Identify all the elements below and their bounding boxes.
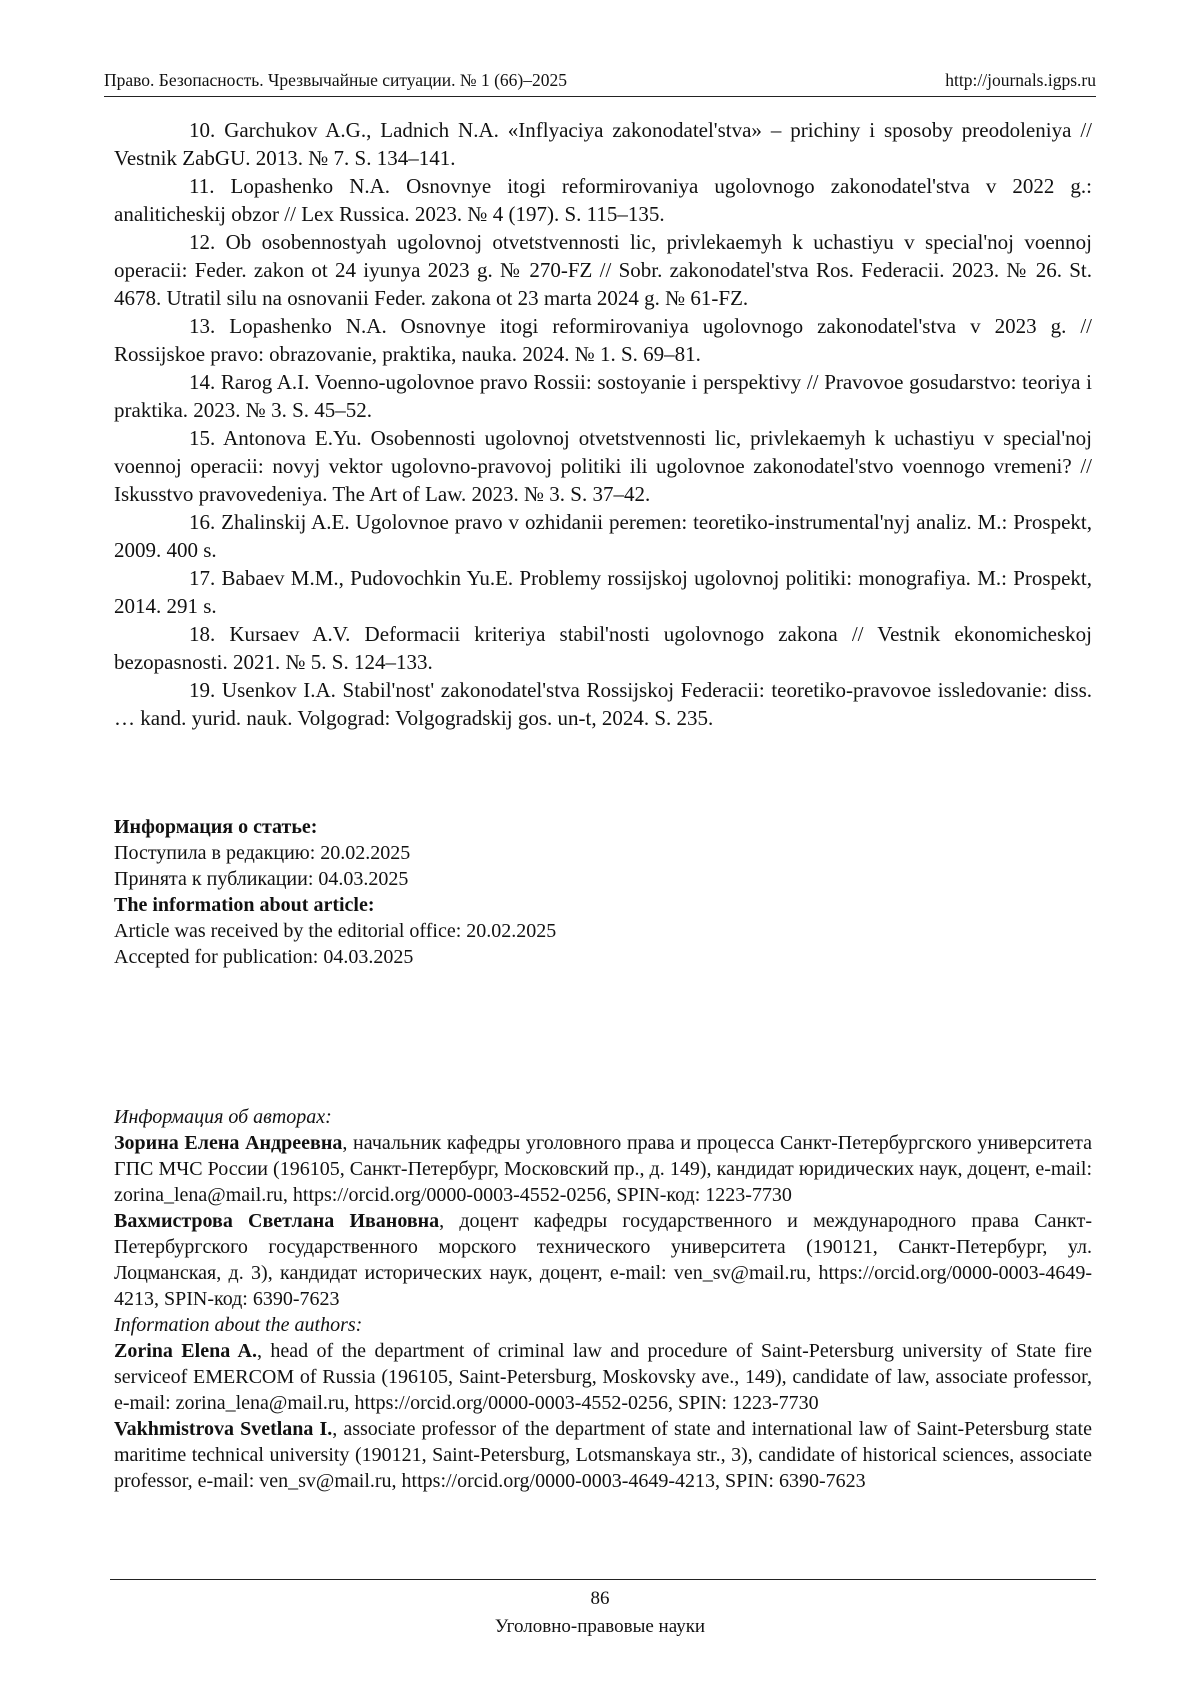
- author-info: [114, 1104, 1092, 1494]
- reference-item: 10. Garchukov A.G., Ladnich N.A. «Inflyaciya zakonodatel'stva» – prichiny i sposoby preodoleniya // Vestnik ZabGU. 2013. № 7. S. 134–141.: [114, 118, 1092, 170]
- author-details: , associate professor of the department of state and international law of Saint-Petersburg state maritime technical university (190121, Saint-Petersburg, Lotsmanskaya str., 3), candidate of historical sciences, associate professor, e-mail: ven_sv@mail.ru, https://orcid.org/0000-0003-4649-4213, SPIN: 6390-7623: [114, 1418, 1092, 1492]
- author-entry: [114, 1338, 1092, 1416]
- reference-item: 17. Babaev M.M., Pudovochkin Yu.E. Problemy rossijskoj ugolovnoj politiki: monografiya. M.: Prospekt, 2014. 291 s.: [114, 566, 1092, 618]
- author-entry: [114, 1208, 1092, 1312]
- page-number: 86: [590, 1588, 610, 1609]
- reference-item: 16. Zhalinskij A.E. Ugolovnoe pravo v ozhidanii peremen: teoretiko-instrumental'nyj analiz. M.: Prospekt, 2009. 400 s.: [114, 510, 1092, 562]
- reference-item: 15. Antonova E.Yu. Osobennosti ugolovnoj otvetstvennosti lic, privlekaemyh k uchastiyu v special'noj voennoj operacii: novyj vektor ugolovno-pravovoj politiki ili ugolovnoe zakonodatel'stvo voennogo vremeni? // Iskusstvo pravovedeniya. The Art of Law. 2023. № 3. S. 37–42.: [114, 426, 1092, 506]
- author-details: , доцент кафедры государственного и международного права Санкт-Петербургского государственного морского технического университета (190121, Санкт-Петербург, ул. Лоцманская, д. 3), кандидат исторических наук, доцент, e-mail: ven_sv@mail.ru, https://orcid.org/0000-0003-4649-4213, SPIN-код: 6390-7623: [114, 1210, 1092, 1310]
- section-title: Уголовно-правовые науки: [494, 1616, 706, 1637]
- received-date-ru: Поступила в редакцию: 20.02.2025: [114, 842, 411, 864]
- author-name: Zorina Elena A.: [114, 1340, 257, 1362]
- reference-list: [114, 116, 1092, 732]
- running-header: [104, 70, 1096, 97]
- journal-url[interactable]: http://journals.igps.ru: [945, 70, 1096, 90]
- reference-item: 18. Kursaev A.V. Deformacii kriteriya stabil'nosti ugolovnogo zakona // Vestnik ekonomicheskoj bezopasnosti. 2021. № 5. S. 124–133.: [114, 622, 1092, 674]
- footer-divider: [110, 1579, 1096, 1580]
- author-entry: [114, 1130, 1092, 1208]
- authors-heading-en: Information about the authors:: [114, 1314, 363, 1336]
- reference-item: 12. Ob osobennostyah ugolovnoj otvetstvennosti lic, privlekaemyh k uchastiyu v special'noj voennoj operacii: Feder. zakon ot 24 iyunya 2023 g. № 270-FZ // Sobr. zakonodatel'stva Ros. Federacii. 2023. № 26. St. 4678. Utratil silu na osnovanii Feder. zakona ot 23 marta 2024 g. № 61-FZ.: [114, 230, 1092, 310]
- reference-item: 19. Usenkov I.A. Stabil'nost' zakonodatel'stva Rossijskoj Federacii: teoretiko-pravovoe issledovanie: diss. … kand. yurid. nauk. Volgograd: Volgogradskij gos. un-t, 2024. S. 235.: [114, 678, 1092, 730]
- article-info-heading-en: The information about article:: [114, 894, 375, 916]
- accepted-date-ru: Принята к публикации: 04.03.2025: [114, 868, 409, 890]
- reference-item: 14. Rarog A.I. Voenno-ugolovnoe pravo Rossii: sostoyanie i perspektivy // Pravovoe gosudarstvo: teoriya i praktika. 2023. № 3. S. 45–52.: [114, 370, 1092, 422]
- authors-heading-ru: Информация об авторах:: [114, 1106, 332, 1128]
- reference-item: 13. Lopashenko N.A. Osnovnye itogi reformirovaniya ugolovnogo zakonodatel'stva v 2023 g. // Rossijskoe pravo: obrazovanie, praktika, nauka. 2024. № 1. S. 69–81.: [114, 314, 1092, 366]
- article-info-heading-ru: Информация о статье:: [114, 816, 318, 838]
- author-details: , head of the department of criminal law and procedure of Saint-Petersburg university of State fire serviceof EMERCOM of Russia (196105, Saint-Petersburg, Moskovsky ave., 149), candidate of law, associate professor, e-mail: zorina_lena@mail.ru, https://orcid.org/0000-0003-4552-0256, SPIN: 1223-7730: [114, 1340, 1092, 1414]
- author-entry: [114, 1416, 1092, 1494]
- author-name: Vakhmistrova Svetlana I.: [114, 1418, 333, 1440]
- received-date-en: Article was received by the editorial office: 20.02.2025: [114, 920, 557, 942]
- accepted-date-en: Accepted for publication: 04.03.2025: [114, 946, 414, 968]
- page-footer: [0, 1585, 1200, 1641]
- journal-title: Право. Безопасность. Чрезвычайные ситуации. № 1 (66)–2025: [104, 70, 568, 90]
- author-details: , начальник кафедры уголовного права и процесса Санкт-Петербургского университета ГПС МЧС России (196105, Санкт-Петербург, Московский пр., д. 149), кандидат юридических наук, доцент, e-mail: zorina_lena@mail.ru, https://orcid.org/0000-0003-4552-0256, SPIN-код: 1223-7730: [114, 1132, 1092, 1206]
- author-name: Вахмистрова Светлана Ивановна: [114, 1210, 440, 1232]
- article-info: [114, 814, 1092, 970]
- reference-item: 11. Lopashenko N.A. Osnovnye itogi reformirovaniya ugolovnogo zakonodatel'stva v 2022 g.: analiticheskij obzor // Lex Russica. 2023. № 4 (197). S. 115–135.: [114, 174, 1092, 226]
- author-name: Зорина Елена Андреевна: [114, 1132, 343, 1154]
